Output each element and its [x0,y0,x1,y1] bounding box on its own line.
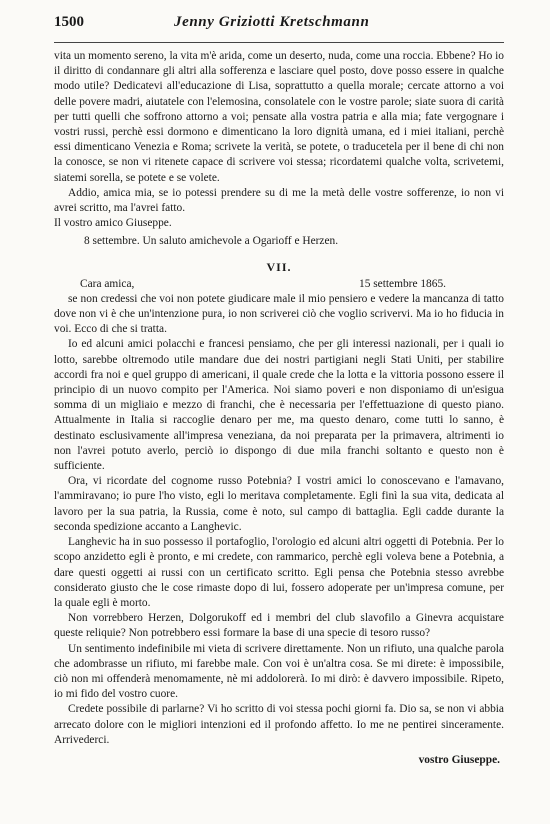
postscript-note: 8 settembre. Un saluto amichevole a Ogarioff e Herzen. [84,235,339,248]
paragraph: Credete possibile di parlarne? Vi ho scritto di voi stessa pochi giorni fa. Dio sa, se non vi abbia arrecato dolore con le migliori intenzioni ed il profondo affetto. Io me ne pentirei sinceramente. Arrivederci. [54,703,504,746]
paragraph: Ora, vi ricordate del cognome russo Potebnia? I vostri amici lo conoscevano e l'amavano, l'ammiravano; io pure l'ho visto, egli lo meritava completamente. Egli finì la sua vita, dedicata al lavoro per la sua patria, la Russia, come è noto, sul campo di battaglia. Egli cadde durante la seconda spedizione accanto a Langhevic. [54,475,504,533]
letter-signature: vostro Giuseppe. [418,753,500,766]
letter-date: 15 settembre 1865. [359,277,446,290]
page-header [54,14,504,43]
letter-body [54,292,504,748]
letter-signature: Il vostro amico Giuseppe. [54,217,172,230]
paragraph: se non credessi che voi non potete giudicare male il mio pensiero e vedere la mancanza di tatto dove non vi è che un'intenzione pura, io non scriverei ciò che voglio scrivervi. Ma io ho fiducia in voi. Ecco di che si tratta. [54,292,504,336]
paragraph: Non vorrebbero Herzen, Dolgorukoff ed i membri del club slavofilo a Ginevra acquistare queste reliquie? Non potrebbero essi formare la base di una specie di tesoro russo? [54,612,504,640]
paragraph: Io ed alcuni amici polacchi e francesi pensiamo, che per gli interessi nazionali, per i quali io lotto, sarebbe oltremodo utile mandare due dei nostri partigiani negli Stati Uniti, per stabilire accordi fra noi e quel gruppo di americani, il quale crede che la lotta e la vittoria possono essere il principio di un nuovo compito per l'America. Noi siamo poveri e non disponiamo di un'esigua somma di un migliaio e mezzo di franchi, che è necessaria per l'effettuazione di questo piano. Attualmente in Italia si raccoglie denaro per me, ma questo denaro, come tutti lo sanno, è destinato esclusivamente all'impresa veneziana, da noi preparata per la primavera, altrimenti io non l'avrei potuto averlo, perciò io dispongo di due mila franchi soltanto e questo non è sufficiente. [54,338,504,473]
running-title: Jenny Griziotti Kretschmann [174,14,370,30]
paragraph: vita un momento sereno, la vita m'è arida, come un deserto, nuda, come una roccia. Ebbene? Ho io il diritto di condannare gli altri alla sofferenza e lasciare quel posto, dove posso essere in qualche modo utile? Dedicatevi all'educazione di Lisa, soprattutto a quella morale; cercate attorno a voi delle povere madri, aiutatele con l'elemosina, consolatele con le vostre parole; siate suora di carità per tutti quelli che soffrono attorno a voi; pensate alla vostra patria e alla mia; fate vergognare i vostri russi, perchè essi dormono e dimenticano la loro dignità umana, ed i miei italiani, perchè essi dimenticano Venezia e Roma; scrivete la verità, se potete, o traducetela per il bene di chi non la conosce, se non vi ritenete capace di scrivere voi stessa; ricordatemi qualche volta, scrivetemi, siatemi sorella, se potete e se volete. [54,50,504,184]
salutation: Cara amica, [80,277,135,290]
paragraph: Langhevic ha in suo possesso il portafoglio, l'orologio ed alcuni altri oggetti di Potebnia. Per lo scopo anzidetto egli è pronto, e mi credete, con rammarico, perchè egli voleva bene a Potebnia, a dare questi oggetti ai russi con un certificato scritto. Egli pensa che Potebnia stesso avrebbe considerato giusto che le cose rimaste dopo di lui, fossero adoperate per un'impresa comune, per la quale egli è morto. [54,536,504,609]
letter-number: VII. [266,259,292,274]
paragraph: Un sentimento indefinibile mi vieta di scrivere direttamente. Non un rifiuto, una qualche parola che adombrasse un rifiuto, mi farebbe male. Con voi è un'altra cosa. Se mi direte: è impossibile, ciò non mi offenderà menomamente, nè mi addolorerà. Io mi dirò: è davvero impossibile. Ripeto, io mi fido del vostro cuore. [54,642,504,701]
dateline [54,277,504,292]
letter-continuation [54,49,504,231]
paragraph: Addio, amica mia, se io potessi prendere su di me la metà delle vostre sofferenze, io non vi avrei scritto, ma l'avrei fatto. [54,186,504,215]
page-number: 1500 [54,14,84,30]
